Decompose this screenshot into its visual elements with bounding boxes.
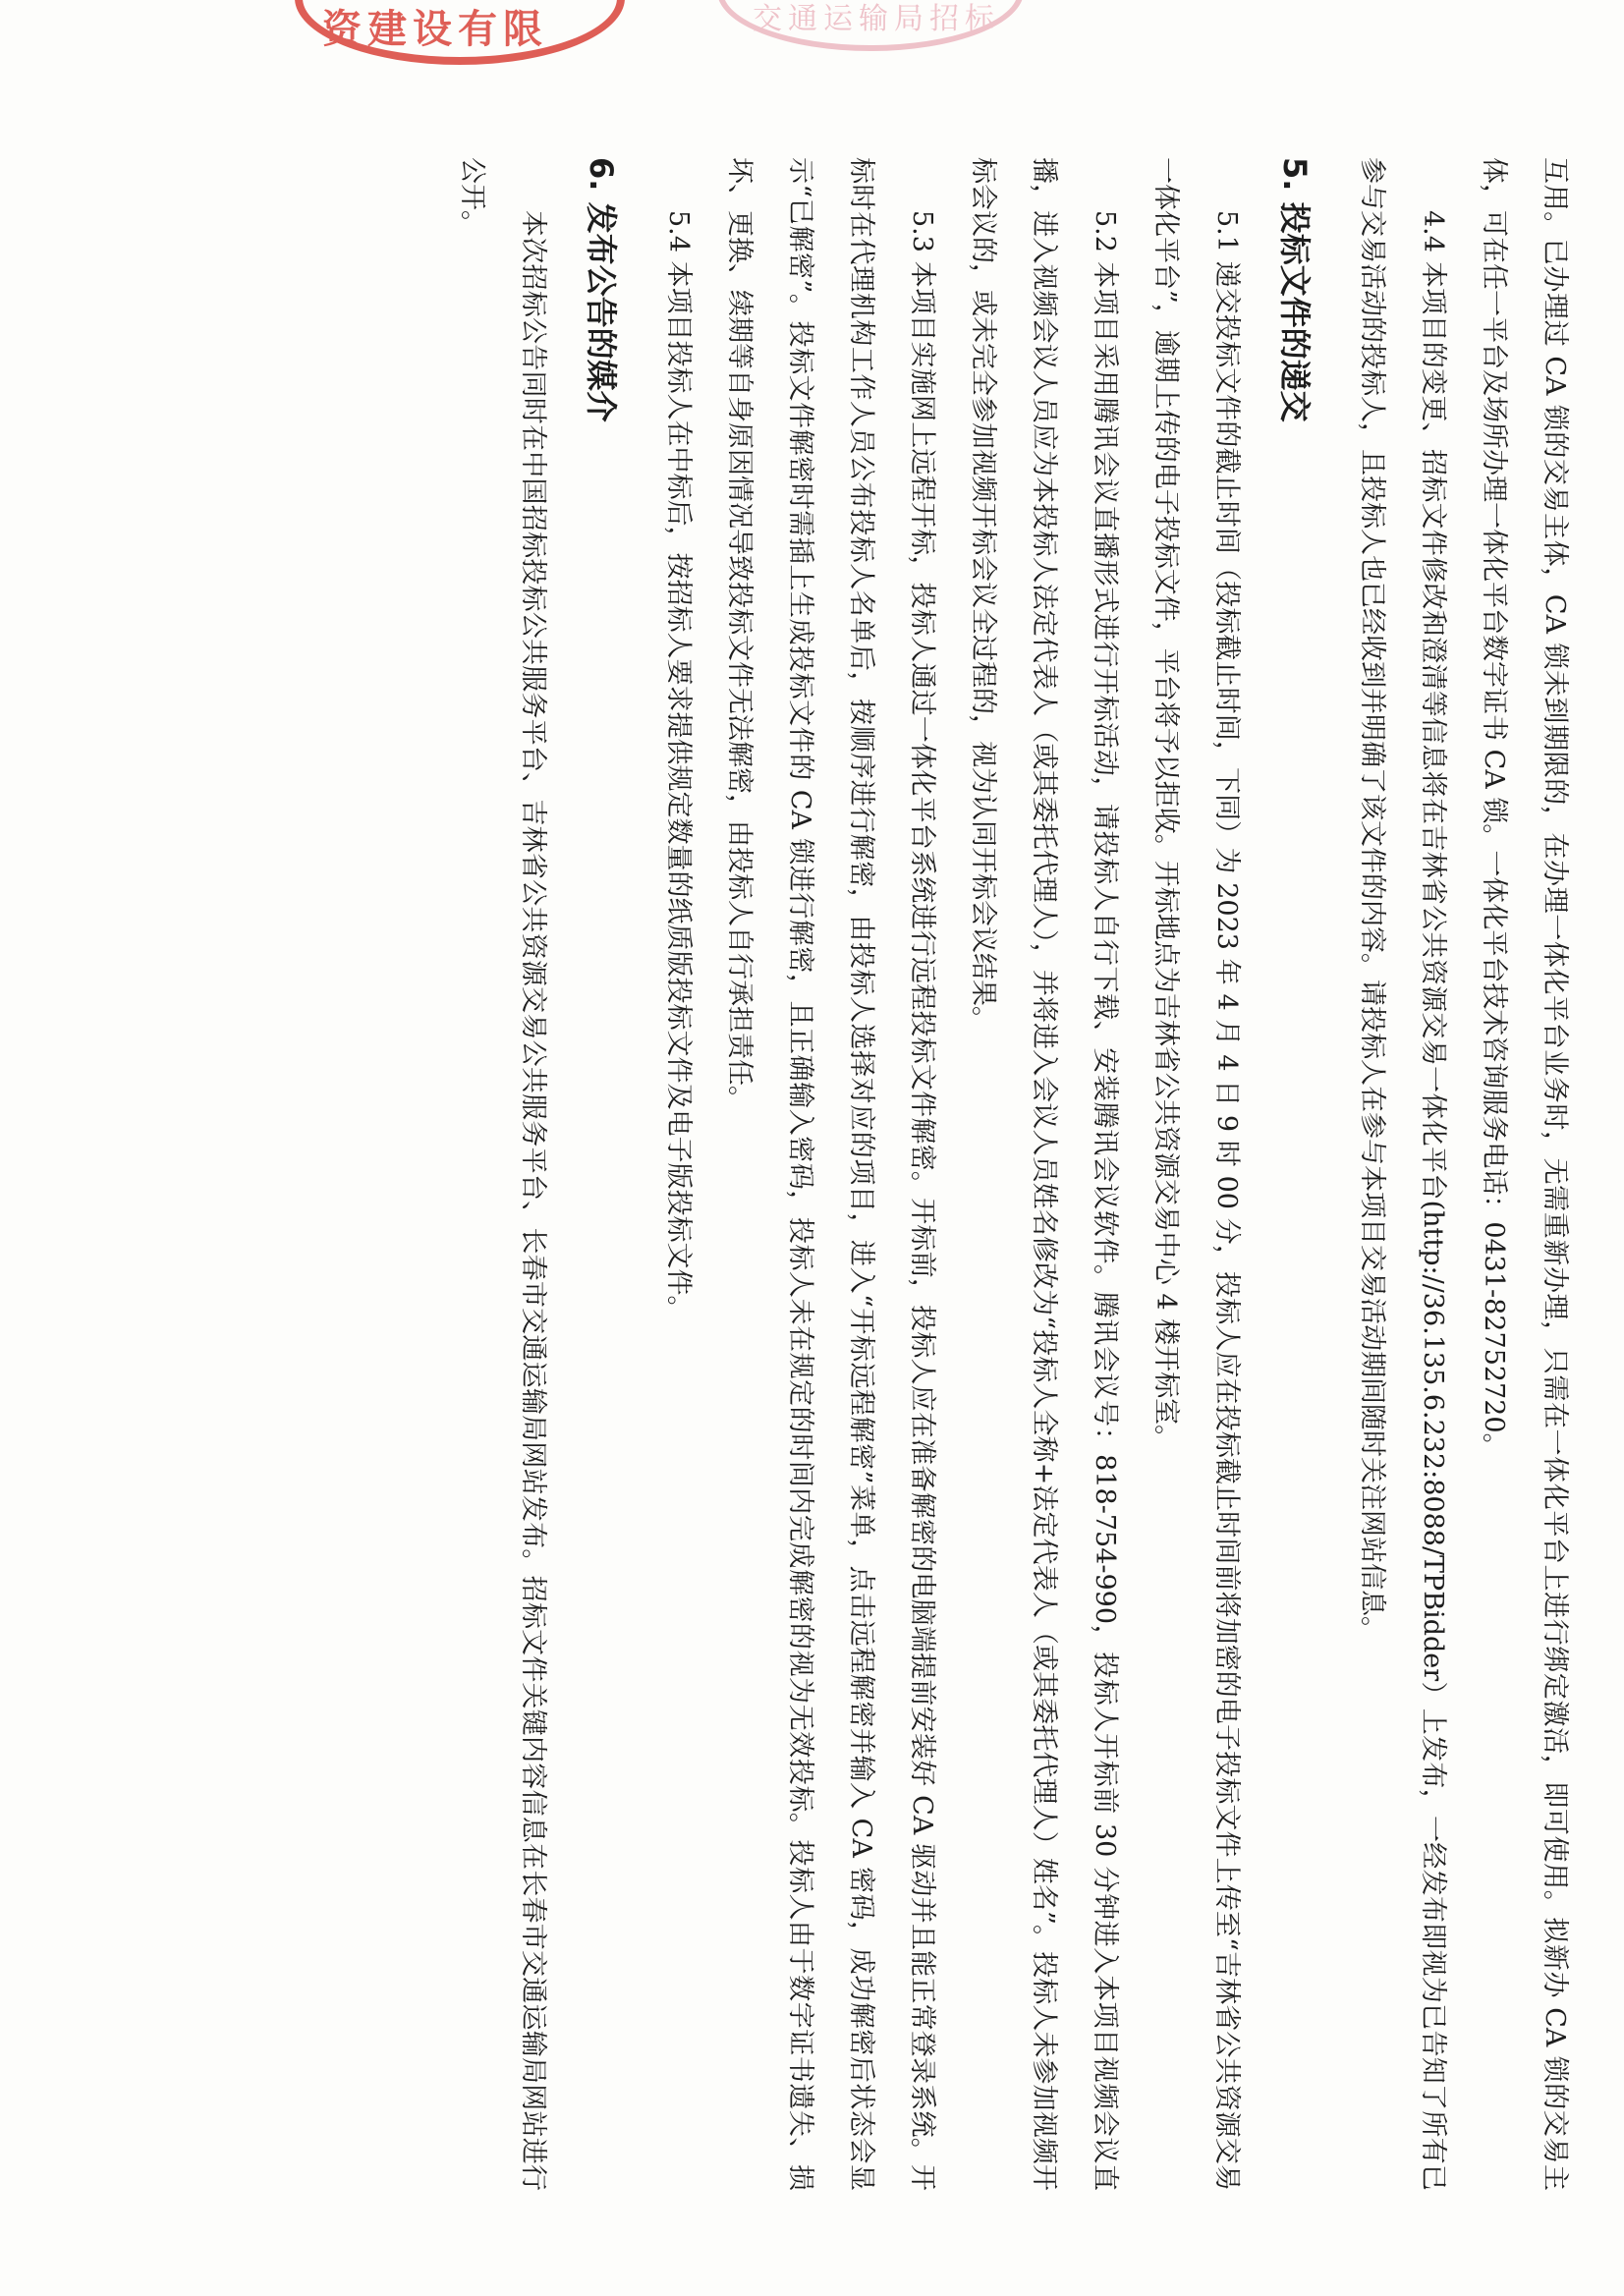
rotated-text-body bbox=[190, 118, 1624, 2230]
paragraph-4-4: 4.4 本项目的变更、招标文件修改和澄清等信息将在吉林省公共资源交易一体化平台(http://36.135.6.232:8088/TPBidder）上发布，一经发布即视为已告知了所有已参与交易活动的投标人，且投标人也已经收到并明确了该文件的内容。请投标人在参与本项目交易活动期间随时关注网站信息。 bbox=[1357, 157, 1448, 2191]
paragraph-6: 本次招标公告同时在中国招标投标公共服务平台、吉林省公共资源交易公共服务平台、长春市交通运输局网站发布。招标文件关键内容信息在长春市交通运输局网站进行公开。 bbox=[457, 157, 548, 2191]
paragraph-ca-lock: 互用。已办理过 CA 锁的交易主体，CA 锁未到期限的，在办理一体化平台业务时，无需重新办理，只需在一体化平台上进行绑定激活，即可使用。拟新办 CA 锁的交易主体，可在任一平台及场所办理一体化平台数字证书 CA 锁。一体化平台技术咨询服务电话：0431-82752720。 bbox=[1479, 157, 1570, 2191]
pink-seal-stamp-right bbox=[717, 0, 1024, 51]
paragraph-5-4: 5.4 本项目投标人在中标后，按招标人要求提供规定数量的纸质版投标文件及电子版投标文件。 bbox=[663, 210, 694, 1322]
paragraph-5-3: 5.3 本项目实施网上远程开标，投标人通过一体化平台系统进行远程投标文件解密。开标前，投标人应在准备解密的电脑端提前安装好 CA 驱动并且能正常登录系统。开标时在代理机构工作人员公布投标人名单后，按顺序进行解密，由投标人选择对应的项目，进入“开标远程解密”菜单，点击远程解密并输入 CA 密码，成功解密后状态会显示“已解密”。投标文件解密时需插上生成投标文件的 CA 锁进行解密，且正确输入密码，投标人未在规定的时间内完成解密的视为无效投标。投标人由于数字证书遗失、损坏、更换、续期等自身原因情况导致投标文件无法解密，由投标人自行承担责任。 bbox=[724, 157, 937, 2191]
section-6-heading: 6. 发布公告的媒介 bbox=[583, 157, 620, 422]
section-5-heading: 5. 投标文件的递交 bbox=[1276, 157, 1314, 422]
seal-text-left: 资建设有限 bbox=[322, 6, 548, 52]
red-seal-stamp-left bbox=[295, 0, 625, 65]
seal-text-right: 交通运输局招标 bbox=[753, 2, 1000, 36]
paragraph-5-2: 5.2 本项目采用腾讯会议直播形式进行开标活动，请投标人自行下载、安装腾讯会议软件。腾讯会议号：818-754-990，投标人开标前 30 分钟进入本项目视频会议直播，进入视频会议人员应为本投标人法定代表人（或其委托代理人），并将进入会议人员姓名修改为“投标人全称+法定代表人（或其委托代理人）姓名”。投标人未参加视频开标会议的，或未完全参加视频开标会议全过程的，视为认同开标会议结果。 bbox=[968, 157, 1120, 2191]
paragraph-5-1: 5.1 递交投标文件的截止时间（投标截止时间，下同）为 2023 年 4 月 4 日 9 时 00 分，投标人应在投标截止时间前将加密的电子投标文件上传至“吉林省公共资源交易一体化平台”，逾期上传的电子投标文件，平台将予以拒收。开标地点为吉林省公共资源交易中心 4 楼开标室。 bbox=[1150, 157, 1242, 2191]
